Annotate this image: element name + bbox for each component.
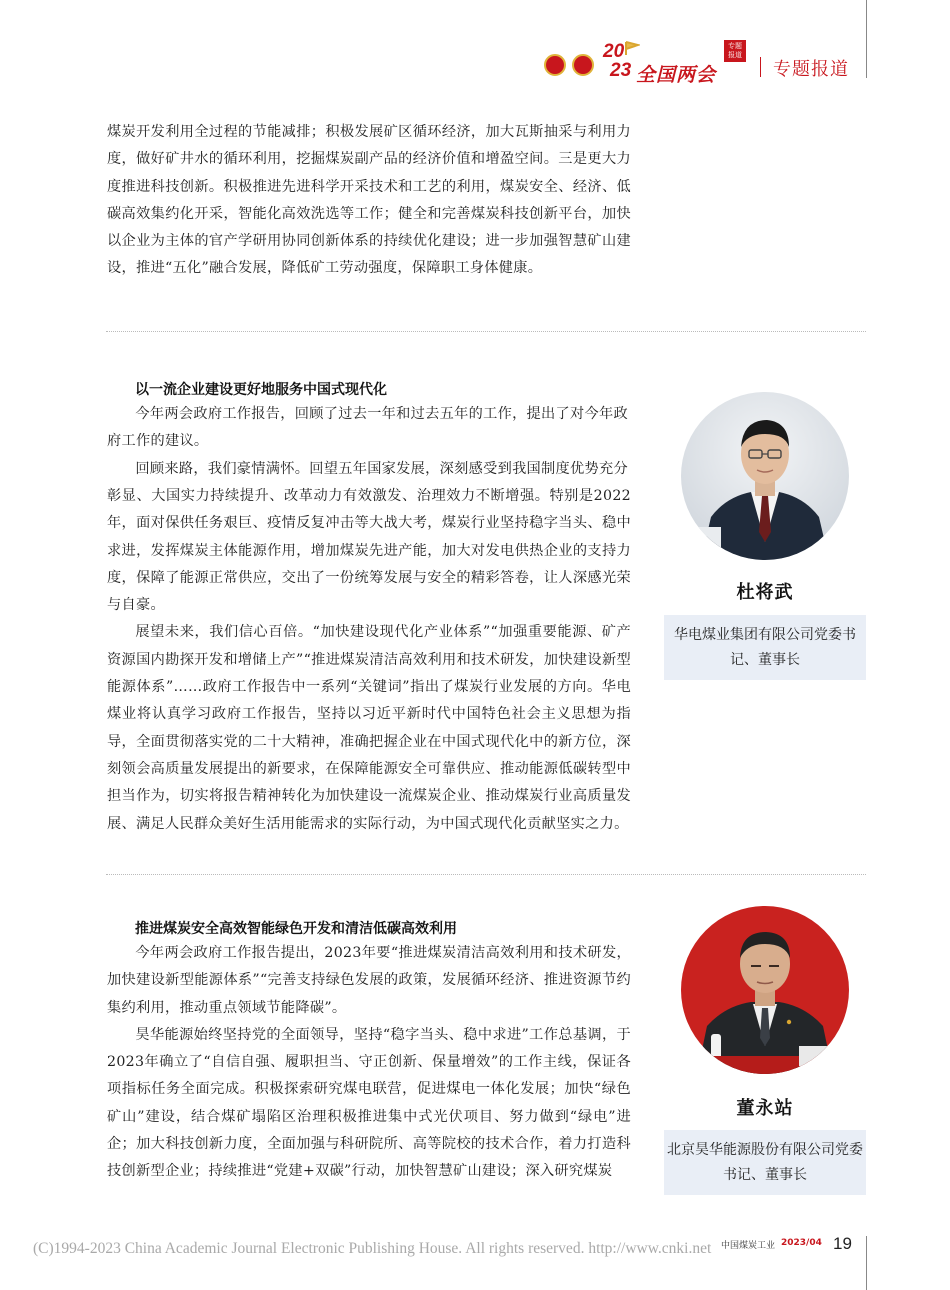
- article2-paragraph-2: 昊华能源始终坚持党的全面领导，坚持“稳字当头、稳中求进”工作总基调，于2023年确立了“自信自强、履职担当、守正创新、保量增效”的工作主线，保证各项指标任务全面完成。积极探索研究煤电联营，促进煤电一体化发展；加快“绿色矿山”建设，结合煤矿塌陷区治理积极推进集中式光伏项目、努力做到“绿电”进企；加大科技创新力度，全面加强与科研院所、高等院校的技术合作，着力打造科技创新型企业；持续推进“党建+双碳”行动，加快智慧矿山建设；深入研究煤炭: [107, 1026, 631, 1180]
- person-title-box-2: [664, 1130, 866, 1195]
- intro-block: [107, 119, 631, 283]
- section-divider-2: [106, 874, 866, 875]
- journal-issue: 2023/04: [781, 1238, 822, 1248]
- right-margin-rule-bottom: [866, 1236, 867, 1290]
- article1-paragraph-2b: 彰显、大国实力持续提升、改革动力有效激发、治理效力不断增强。特别是2022年，面对保供任务艰巨、疫情反复冲击等大战大考，煤炭行业坚持稳字当头、稳中求进，发挥煤炭主体能源作用，增加煤炭先进产能，加大对发电供热企业的支持力度，保障了能源正常供应，交出了一份统筹发展与安全的精彩答卷，让人深感光荣与自豪。: [107, 488, 631, 614]
- intro-paragraph: 煤炭开发利用全过程的节能减排；积极发展矿区循环经济，加大瓦斯抽采与利用力度，做好矿井水的循环利用，挖掘煤炭副产品的经济价值和增盈空间。三是更大力度推进科技创新。积极推进先进科学开采技术和工艺的利用，煤炭安全、经济、低碳高效集约化开采，智能化高效洗选等工作；健全和完善煤炭科技创新平台，加快以企业为主体的官产学研用协同创新体系的持续优化建设；进一步加强智慧矿山建设，推进“五化”融合发展，降低矿工劳动强度，保障职工身体健康。: [107, 124, 631, 277]
- person-name-2: 董永站: [736, 1098, 794, 1119]
- cppcc-emblem-icon: [572, 54, 594, 76]
- person-title-1: 华电煤业集团有限公司党委书记、董事长: [674, 627, 856, 668]
- article1-heading: 以一流企业建设更好地服务中国式现代化: [135, 382, 387, 398]
- article1-paragraph-1b: 府工作的建议。: [107, 433, 209, 450]
- article2-body: [107, 940, 631, 1186]
- section-divider-1: [106, 331, 866, 332]
- portrait-photo-2: [681, 906, 849, 1074]
- right-margin-rule-top: [866, 0, 867, 78]
- article1-paragraph-1a: 今年两会政府工作报告，回顾了过去一年和过去五年的工作，提出了对今年政: [135, 406, 628, 422]
- national-emblem-icon: [544, 54, 566, 76]
- person-title-box-1: [664, 615, 866, 680]
- person-name-1: 杜将武: [736, 582, 794, 603]
- article1-body: [107, 483, 631, 838]
- article1-body-top: [107, 401, 631, 483]
- header-separator: [760, 57, 761, 77]
- year-bottom: 23: [610, 60, 632, 81]
- copyright-line: (C)1994-2023 China Academic Journal Electronic Publishing House. All rights reserved. http://www.cnki.net: [33, 1240, 712, 1257]
- article2-heading: 推进煤炭安全高效智能绿色开发和清洁低碳高效利用: [135, 921, 457, 937]
- journal-name: 中国煤炭工业: [721, 1241, 776, 1251]
- article1-paragraph-3: 展望未来，我们信心百倍。“加快建设现代化产业体系”“加强重要能源、矿产资源国内勘探开发和增储上产”“推进煤炭清洁高效利用和技术研发，加快建设新型能源体系”……政府工作报告中一系列“关键词”指出了煤炭行业发展的方向。华电煤业将认真学习政府工作报告，坚持以习近平新时代中国特色社会主义思想为指导，全面贯彻落实党的二十大精神，准确把握企业在中国式现代化中的新方位，深刻领会高质量发展提出的新要求，在保障能源安全可靠供应、推动能源低碳转型中担当作为，切实将报告精神转化为加快建设一流煤炭企业、推动煤炭行业高质量发展、满足人民群众美好生活用能需求的实际行动，为中国式现代化贡献坚实之力。: [107, 624, 631, 832]
- flag-icon: [624, 40, 640, 54]
- article2-paragraph-1: 今年两会政府工作报告提出，2023年要“推进煤炭清洁高效利用和技术研发，加快建设新型能源体系”“完善支持绿色发展的政策，发展循环经济、推进资源节约集约利用，推动重点领域节能降碳”。: [107, 945, 631, 1016]
- portrait-photo-1: [681, 392, 849, 560]
- event-title: 全国两会: [636, 64, 717, 86]
- year-top: 20: [603, 41, 625, 62]
- page-number: 19: [833, 1234, 852, 1253]
- special-report-seal: 专题 报道: [724, 40, 746, 62]
- section-title: 专题报道: [773, 59, 849, 80]
- article1-paragraph-2a: 回顾来路，我们豪情满怀。回望五年国家发展，深刻感受到我国制度优势充分: [135, 460, 628, 477]
- person-title-2: 北京昊华能源股份有限公司党委书记、董事长: [667, 1142, 863, 1183]
